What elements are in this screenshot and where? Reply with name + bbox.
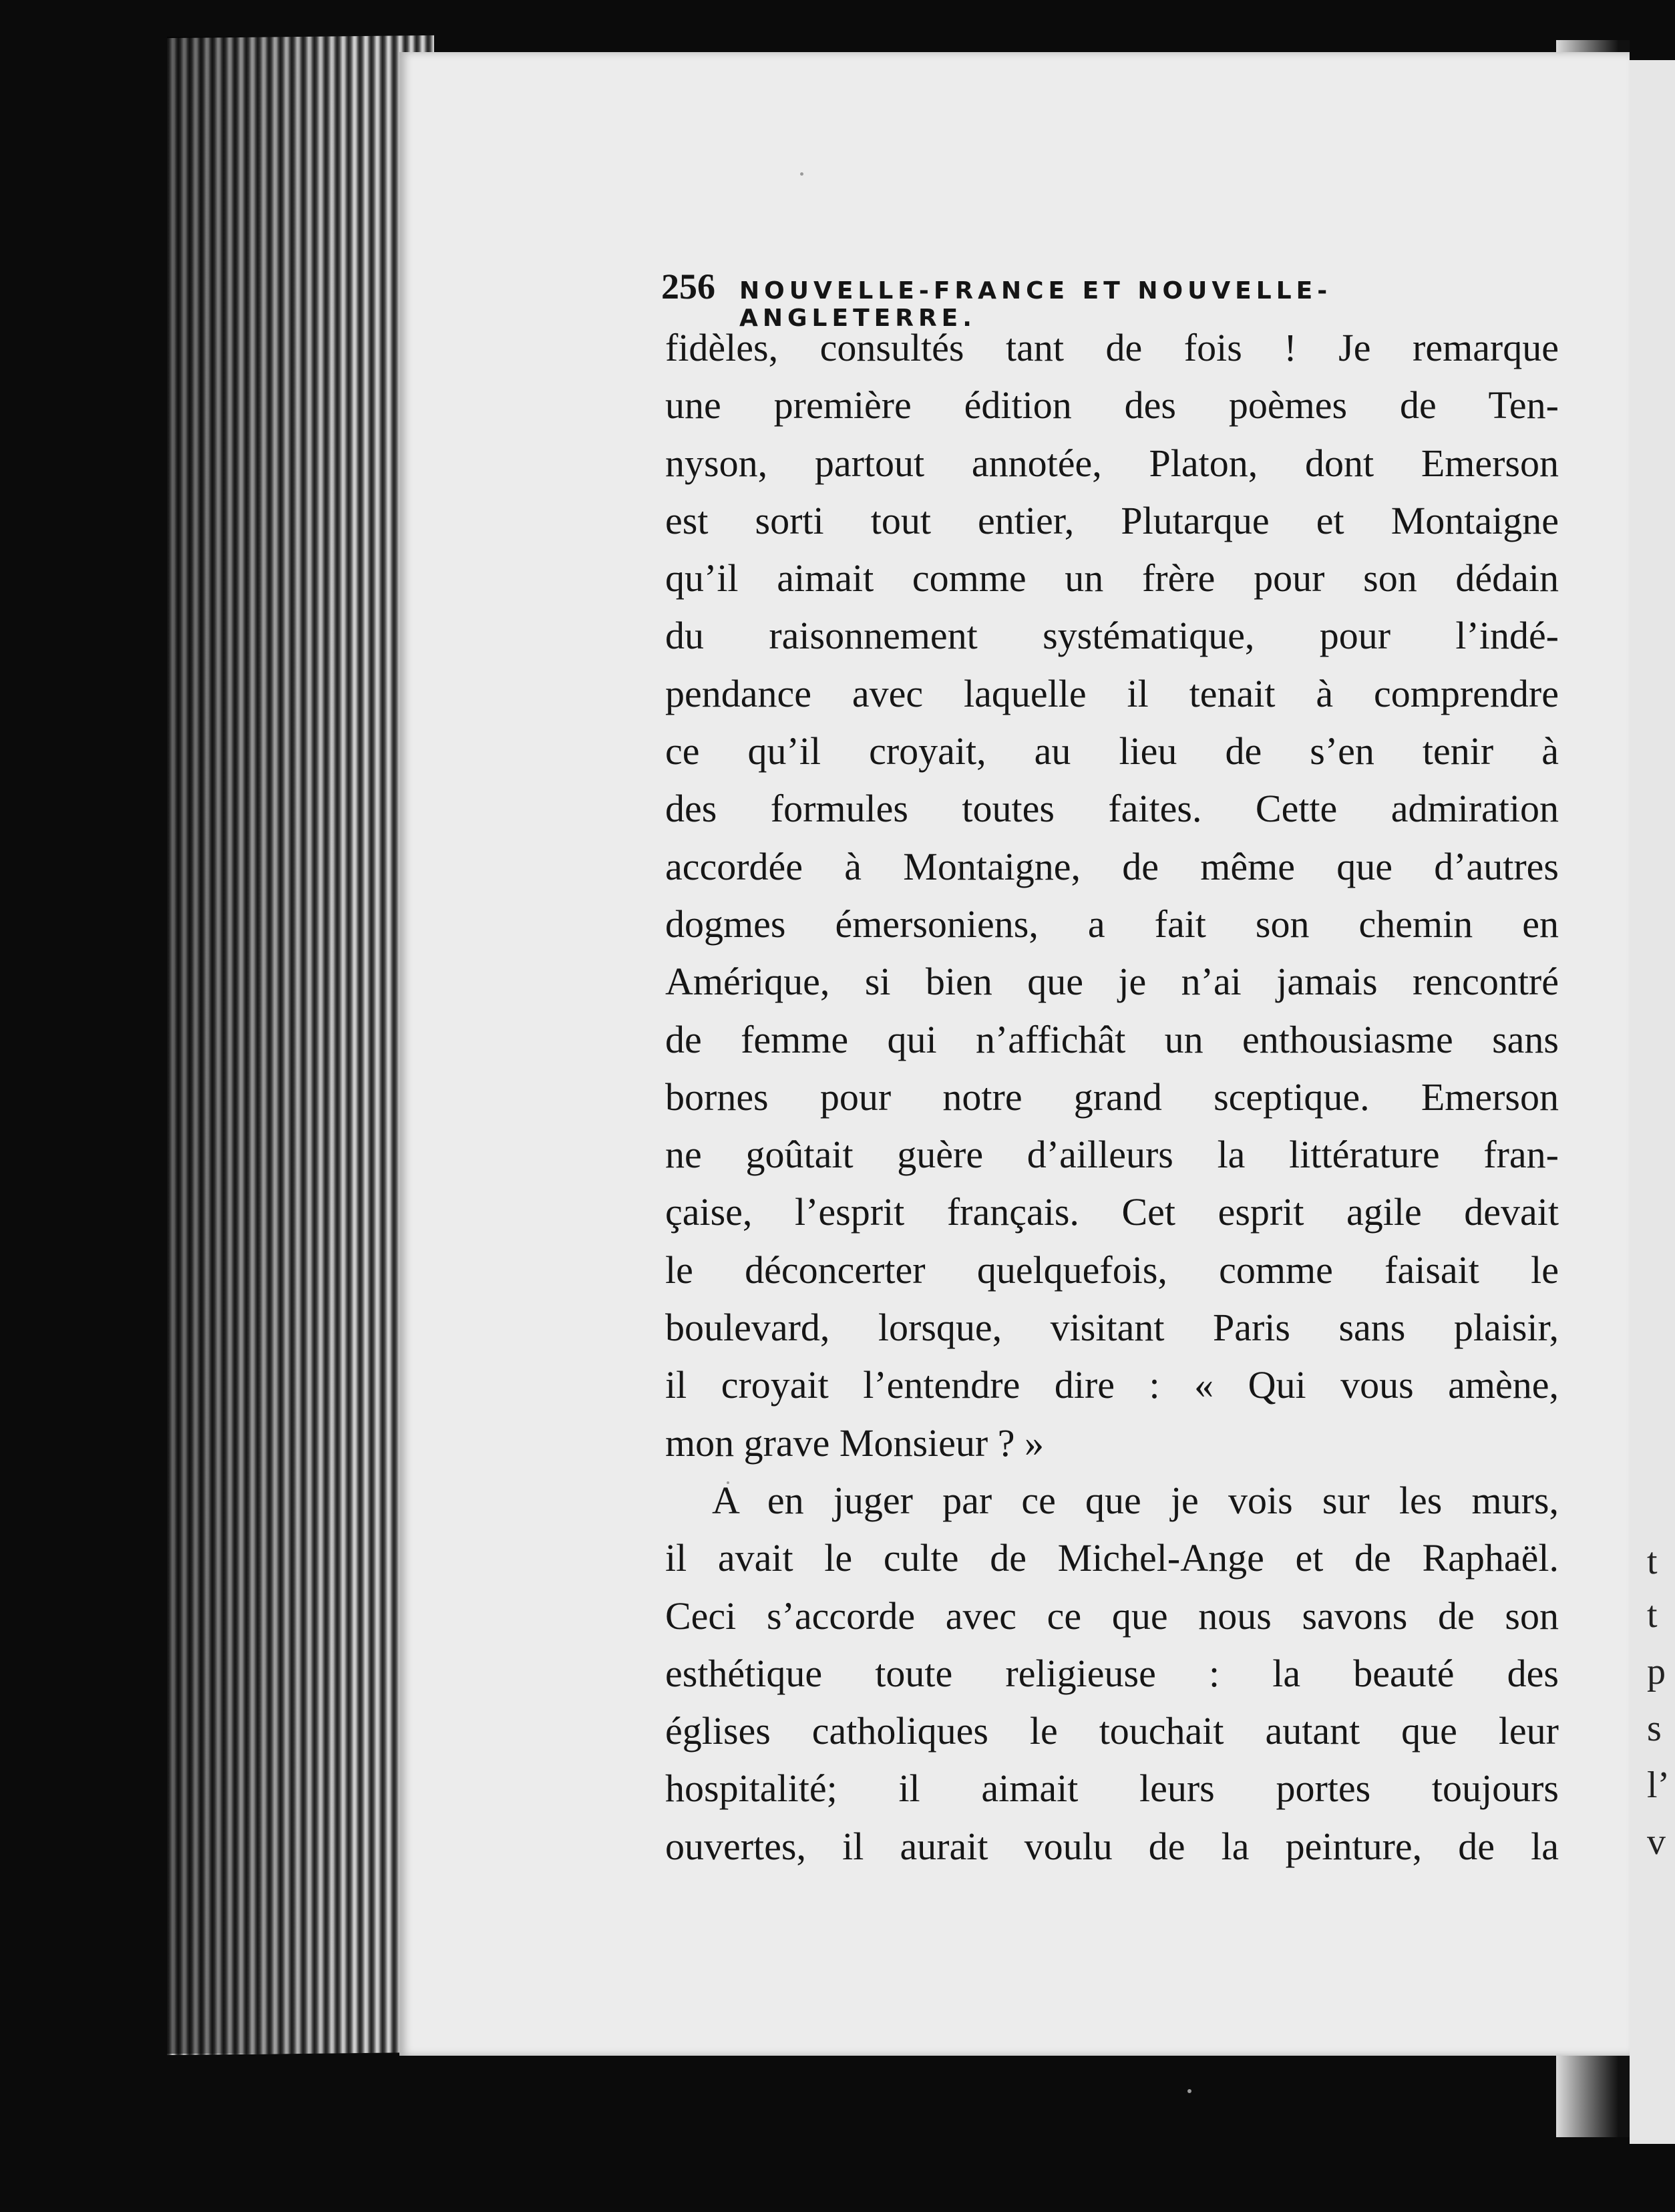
text-line: qu’il aimait comme un frère pour son dédain: [665, 556, 1559, 600]
text-line: de femme qui n’affichât un enthousiasme sans: [665, 1017, 1559, 1061]
text-line: est sorti tout entier, Plutarque et Montaigne: [665, 498, 1559, 542]
text-line: Amérique, si bien que je n’ai jamais rencontré: [665, 960, 1559, 1004]
facing-page-fragment: v: [1647, 1821, 1666, 1863]
paper-speck: [1187, 2089, 1191, 2093]
text-line: il avait le culte de Michel-Ange et de Raphaël.: [665, 1536, 1559, 1580]
paragraph-end-line: mon grave Monsieur ? »: [665, 1421, 1044, 1465]
facing-page-fragment: t: [1647, 1594, 1658, 1636]
running-title: NOUVELLE-FRANCE ET NOUVELLE-ANGLETERRE.: [739, 277, 1332, 332]
text-line: une première édition des poèmes de Ten-: [665, 383, 1559, 427]
facing-page-fragment: s: [1647, 1708, 1662, 1749]
text-line: pendance avec laquelle il tenait à comprendre: [665, 671, 1559, 715]
text-line: çaise, l’esprit français. Cet esprit agile devait: [665, 1190, 1559, 1234]
text-line: fidèles, consultés tant de fois ! Je remarque: [665, 326, 1559, 369]
text-line: le déconcerter quelquefois, comme faisait le: [665, 1248, 1559, 1292]
text-line: nyson, partout annotée, Platon, dont Emerson: [665, 441, 1559, 485]
text-line: ne goûtait guère d’ailleurs la littérature fran-: [665, 1133, 1559, 1177]
text-line: hospitalité; il aimait leurs portes toujours: [665, 1767, 1559, 1811]
paper-speck: [800, 172, 803, 176]
text-line: dogmes émersoniens, a fait son chemin en: [665, 902, 1559, 946]
text-line: accordée à Montaigne, de même que d’autres: [665, 844, 1559, 888]
text-line: il croyait l’entendre dire : « Qui vous amène,: [665, 1363, 1559, 1407]
facing-page-fragment: l’: [1647, 1765, 1670, 1806]
text-line: bornes pour notre grand sceptique. Emerson: [665, 1075, 1559, 1119]
text-line: boulevard, lorsque, visitant Paris sans plaisir,: [665, 1306, 1559, 1350]
text-line: églises catholiques le touchait autant que leur: [665, 1709, 1559, 1753]
page-edges-shadow: [167, 37, 434, 2054]
text-line: du raisonnement systématique, pour l’indé-: [665, 614, 1559, 658]
facing-page-fragment: p: [1647, 1651, 1666, 1692]
page-number: 256: [661, 266, 715, 307]
text-line: des formules toutes faites. Cette admiration: [665, 787, 1559, 831]
body-text: [665, 319, 1559, 1875]
text-line: ce qu’il croyait, au lieu de s’en tenir à: [665, 729, 1559, 773]
paragraph-start-line: A en juger par ce que je vois sur les murs,: [712, 1478, 1559, 1522]
text-line: Ceci s’accorde avec ce que nous savons de son: [665, 1594, 1559, 1638]
text-line: ouvertes, il aurait voulu de la peinture, de la: [665, 1824, 1559, 1868]
facing-page-fragment: t: [1647, 1541, 1658, 1582]
text-line: esthétique toute religieuse : la beauté des: [665, 1651, 1559, 1695]
